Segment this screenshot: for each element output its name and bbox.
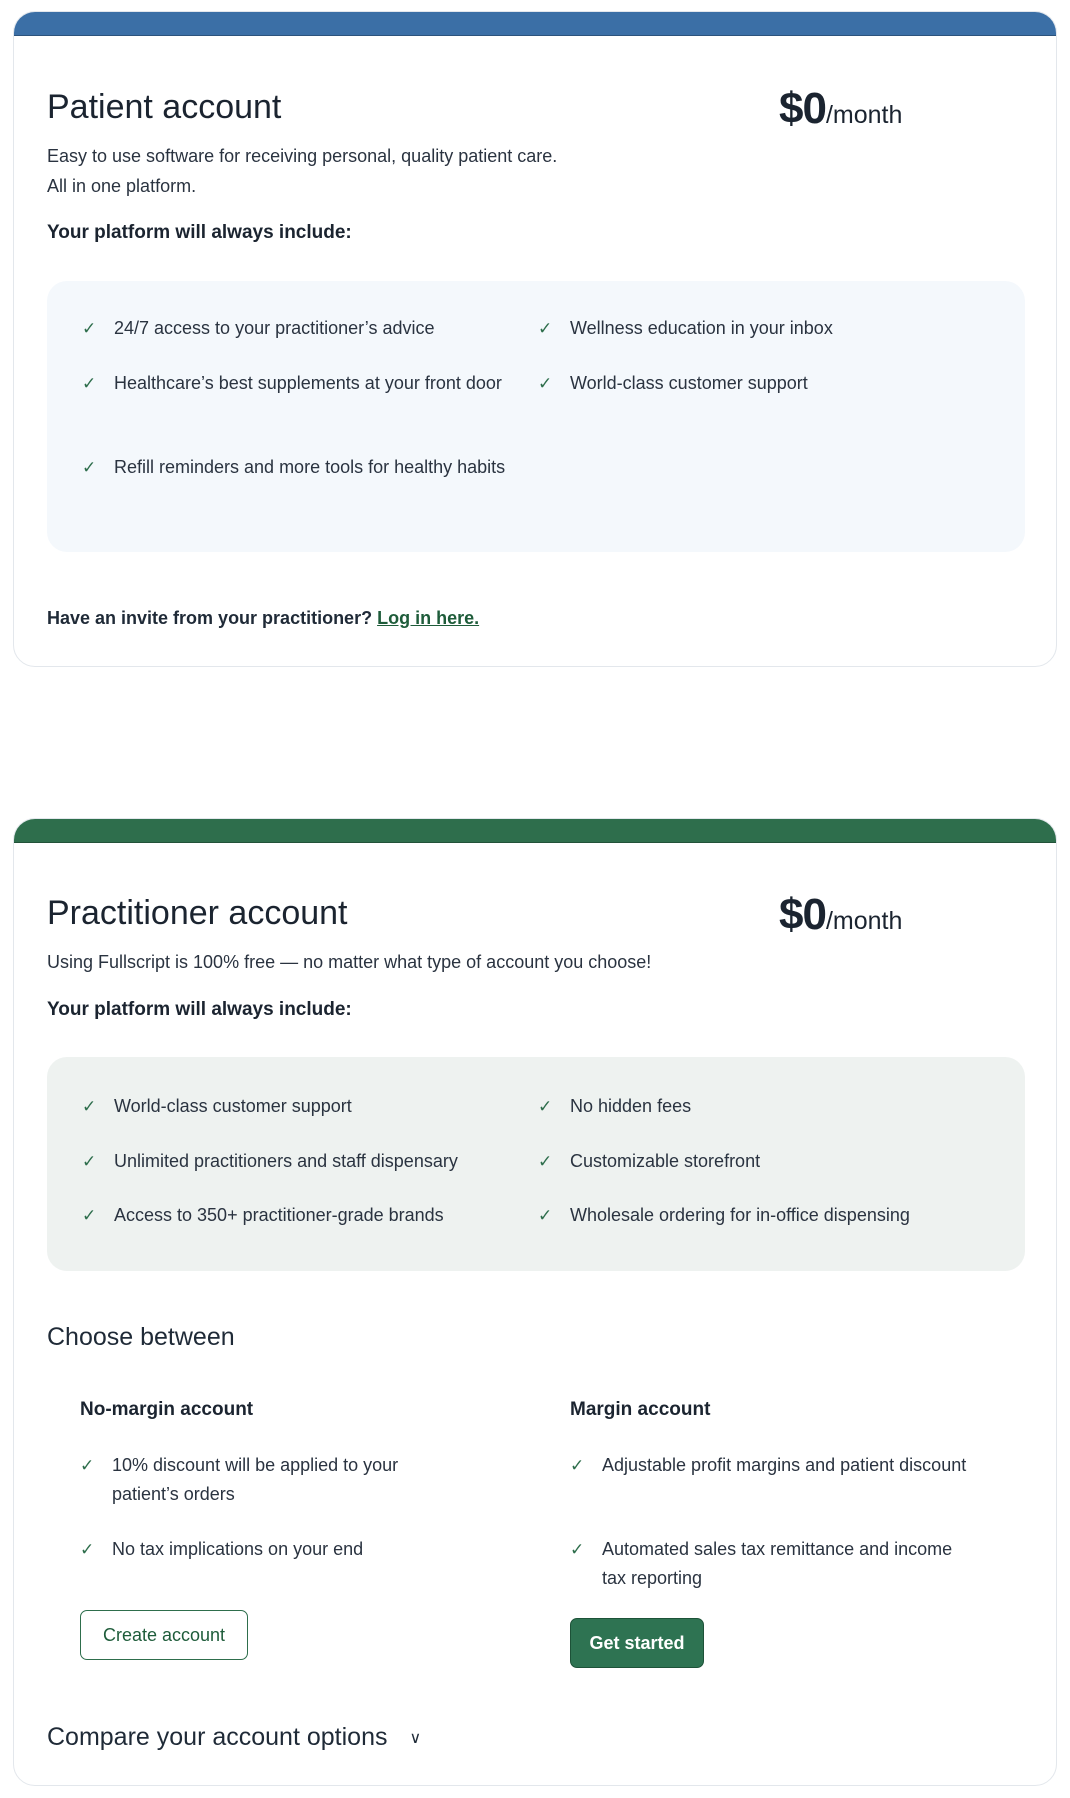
price-period: /month <box>825 907 903 935</box>
feature-item <box>82 314 502 343</box>
check-icon: ✓ <box>538 1152 553 1171</box>
item-text: No tax implications on your end <box>112 1539 364 1559</box>
invite-text <box>47 608 479 629</box>
patient-account-card <box>13 11 1057 667</box>
price <box>779 890 902 940</box>
includes-heading: Your platform will always include: <box>47 222 352 243</box>
no-margin-title: No-margin account <box>80 1399 254 1420</box>
description-line: Easy to use software for receiving personal, quality patient care. <box>47 146 558 166</box>
feature-text: Customizable storefront <box>570 1151 761 1171</box>
check-icon: ✓ <box>82 319 97 338</box>
feature-text: Refill reminders and more tools for healthy habits <box>114 457 506 477</box>
item-text: Automated sales tax remittance and income tax reporting <box>602 1539 953 1588</box>
check-icon: ✓ <box>538 1206 553 1225</box>
feature-text: 24/7 access to your practitioner’s advice <box>114 318 435 338</box>
card-title: Patient account <box>47 88 282 126</box>
check-icon: ✓ <box>82 458 97 477</box>
features-box <box>47 281 1025 552</box>
feature-item <box>82 369 512 398</box>
login-link[interactable]: Log in here. <box>377 608 480 628</box>
item-text: Adjustable profit margins and patient discount <box>602 1455 967 1475</box>
check-icon: ✓ <box>80 1540 95 1559</box>
feature-item <box>82 1201 532 1230</box>
feature-item <box>538 369 958 398</box>
check-icon: ✓ <box>570 1456 585 1475</box>
practitioner-account-card <box>13 818 1057 1786</box>
check-icon: ✓ <box>570 1540 585 1559</box>
choose-heading: Choose between <box>47 1323 235 1351</box>
check-icon: ✓ <box>82 1097 97 1116</box>
feature-item <box>538 314 958 343</box>
features-box <box>47 1057 1025 1271</box>
description-line: All in one platform. <box>47 176 197 196</box>
item-text: 10% discount will be applied to your patient’s orders <box>112 1455 399 1504</box>
feature-text: Healthcare’s best supplements at your front door <box>114 373 502 393</box>
card-description: Using Fullscript is 100% free — no matter what type of account you choose! <box>47 952 652 972</box>
card-header-band <box>14 12 1056 36</box>
card-description <box>47 141 557 201</box>
feature-item <box>82 1147 532 1176</box>
create-account-button[interactable]: Create account <box>80 1610 248 1660</box>
compare-label: Compare your account options <box>47 1723 388 1751</box>
card-title: Practitioner account <box>47 894 348 932</box>
check-icon: ✓ <box>80 1456 95 1475</box>
feature-text: Wholesale ordering for in-office dispensing <box>570 1205 910 1225</box>
get-started-button[interactable]: Get started <box>570 1618 704 1668</box>
check-icon: ✓ <box>82 374 97 393</box>
check-icon: ✓ <box>82 1206 97 1225</box>
feature-text: Wellness education in your inbox <box>570 318 833 338</box>
feature-item <box>82 1092 532 1121</box>
feature-item <box>538 1147 1008 1176</box>
check-icon: ✓ <box>82 1152 97 1171</box>
margin-item <box>570 1451 970 1480</box>
feature-text: Access to 350+ practitioner-grade brands <box>114 1205 444 1225</box>
feature-text: No hidden fees <box>570 1096 692 1116</box>
price <box>779 84 902 134</box>
no-margin-item <box>80 1535 460 1564</box>
chevron-down-icon: ∨ <box>409 1729 422 1747</box>
no-margin-item <box>80 1451 460 1509</box>
feature-item <box>538 1092 1008 1121</box>
feature-text: World-class customer support <box>114 1096 352 1116</box>
margin-item <box>570 1535 970 1593</box>
margin-title: Margin account <box>570 1399 711 1420</box>
feature-text: Unlimited practitioners and staff dispensary <box>114 1151 458 1171</box>
feature-text: World-class customer support <box>570 373 808 393</box>
price-amount: $0 <box>779 890 826 939</box>
card-header-band <box>14 819 1056 843</box>
check-icon: ✓ <box>538 374 553 393</box>
invite-label: Have an invite from your practitioner? <box>47 608 373 628</box>
feature-item <box>538 1201 1008 1230</box>
check-icon: ✓ <box>538 1097 553 1116</box>
price-period: /month <box>825 101 903 129</box>
check-icon: ✓ <box>538 319 553 338</box>
feature-item <box>82 453 512 482</box>
price-amount: $0 <box>779 84 826 133</box>
compare-toggle[interactable] <box>47 1723 421 1752</box>
includes-heading: Your platform will always include: <box>47 999 352 1020</box>
